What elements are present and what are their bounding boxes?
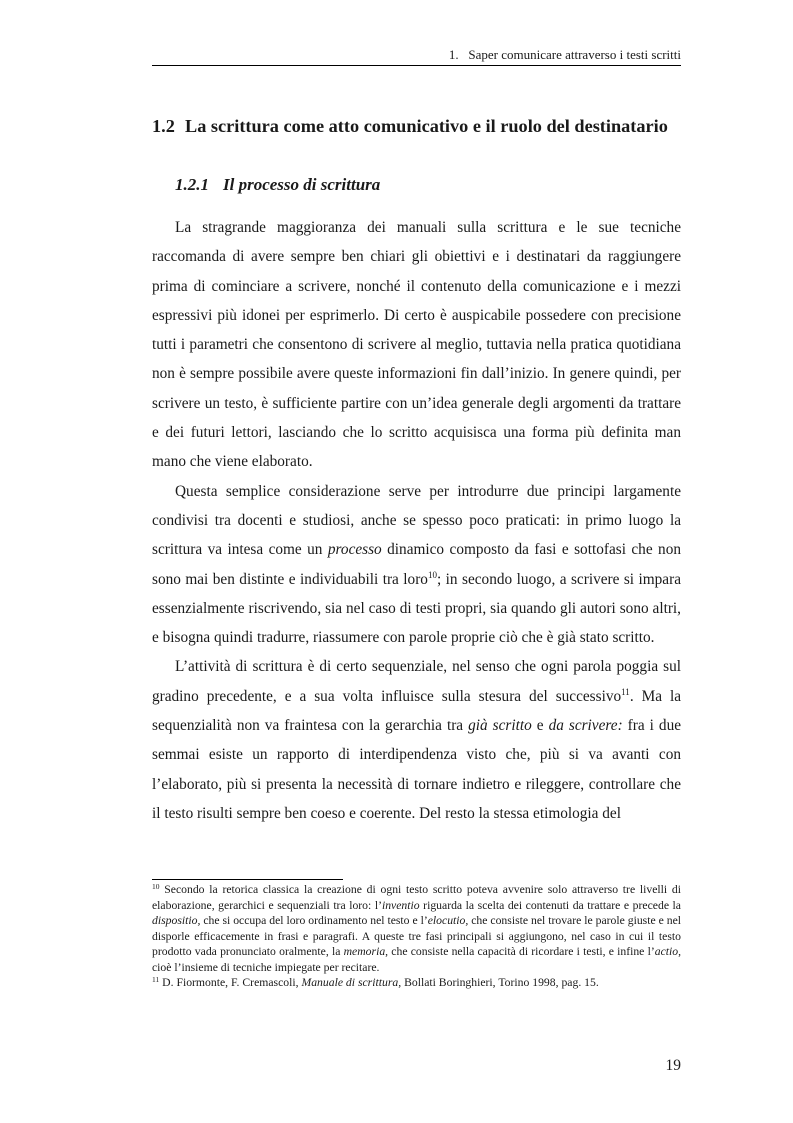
text-run: che si occupa del loro ordinamento nel testo e l’ — [200, 914, 428, 927]
emphasis-gia-scritto: già scritto — [468, 717, 532, 735]
text-run: L’attività di scrittura è di certo sequenziale, nel senso che ogni parola poggia sul gradino precedente, e a sua volta influisce sulla stesura del successivo — [152, 658, 681, 705]
emphasis-actio: actio — [654, 945, 679, 958]
footnote-mark: 11 — [152, 975, 160, 984]
paragraph-2 — [152, 477, 681, 653]
footnote-10 — [152, 882, 681, 975]
subsection-number: 1.2.1 — [175, 175, 209, 194]
paragraph-1: La stragrande maggioranza dei manuali sulla scrittura e le sue tecniche raccomanda di avere sempre ben chiari gli obiettivi e i destinatari da raggiungere prima di cominciare a scrivere, nonché il contenuto della comunicazione e i mezzi espressivi più idonei per esprimerlo. Di certo è auspicabile possedere con precisione tutti i parametri che consentono di scrivere al meglio, tuttavia nella pratica quotidiana non è sempre possibile avere queste informazioni fin dall’inizio. In genere quindi, per scrivere un testo, è sufficiente partire con un’idea generale degli argomenti da trattare e dei futuri lettori, lasciando che lo scritto acquisisca una forma più definita man mano che viene elaborato. — [152, 219, 681, 471]
text-run: che consiste nel trovare le parole giuste e nel disporle efficacemente in frasi e paragrafi. A queste tre fasi principali si aggiungono, nel caso in cui il testo prodotto vada pronunciato oralmente, la — [152, 914, 682, 958]
emphasis-inventio: inventio — [381, 898, 420, 912]
subsection-title: Il processo di scrittura — [223, 175, 381, 194]
text-run: Bollati Boringhieri, Torino 1998, pag. 15. — [401, 976, 599, 989]
emphasis-memoria: memoria — [343, 945, 386, 958]
text-run: , che consiste nella capacità di ricordare i testi, e infine l’ — [385, 945, 655, 958]
text-run: riguarda la scelta dei contenuti da trattare e precede la — [419, 898, 681, 912]
subsection-heading — [175, 172, 380, 198]
text-run: Secondo la retorica classica la creazione di ogni testo scritto poteva avvenire solo attraverso tre livelli di elaborazione, gerarchici e sequenziali tra loro: l’ — [152, 883, 681, 912]
text-run: fra i due semmai esiste un rapporto di interdipendenza visto che, più si va avanti con l’elaborato, più si presenta la necessità di tornare indietro e rileggere, controllare che il testo risulti sempre ben coeso e coerente. Del resto la stessa etimologia del — [152, 717, 682, 822]
text-run: ; in secondo luogo, a scrivere si impara essenzialmente riscrivendo, sia nel caso di testi propri, sia quando gli autori sono altri, e bisogna quindi tradurre, riassumere con parole proprie ciò che è già stato scritto. — [152, 570, 681, 647]
emphasis-elocutio: elocutio, — [427, 914, 469, 927]
text-run: e — [531, 717, 549, 735]
emphasis-manuale: Manuale di scrittura, — [301, 976, 402, 989]
emphasis-dispositio: dispositio, — [152, 914, 201, 927]
text-run: Questa semplice considerazione serve per introdurre due principi largamente condivisi tra docenti e studiosi, anche se spesso poco praticati: in primo luogo la scrittura va intesa come un — [152, 482, 681, 559]
page-number: 19 — [665, 1057, 681, 1074]
paragraph-3 — [152, 652, 681, 828]
running-header: 1. Saper comunicare attraverso i testi scritti — [448, 47, 681, 62]
emphasis-processo: processo — [327, 541, 382, 559]
footnote-rule — [152, 879, 343, 880]
footnotes — [152, 882, 681, 991]
footnote-ref-10: 10 — [427, 569, 437, 580]
footnote-11 — [152, 975, 681, 991]
section-title: La scrittura come atto comunicativo e il ruolo del destinatario — [185, 116, 668, 136]
header-rule — [152, 65, 681, 66]
body-text — [152, 213, 681, 828]
section-number: 1.2 — [152, 116, 175, 136]
text-run: . Ma la sequenzialità non va fraintesa con la gerarchia tra — [152, 687, 681, 735]
footnote-mark: 10 — [152, 882, 160, 891]
text-run: , cioè l’insieme di tecniche impiegate per recitare. — [152, 945, 682, 974]
section-heading — [152, 113, 692, 139]
emphasis-da-scrivere: da scrivere: — [548, 717, 623, 735]
text-run: D. Fiormonte, F. Cremascoli, — [159, 976, 302, 989]
footnote-ref-11: 11 — [621, 686, 630, 697]
text-run: dinamico composto da fasi e sottofasi che non sono mai ben distinte e individuabili tra loro — [152, 541, 682, 588]
